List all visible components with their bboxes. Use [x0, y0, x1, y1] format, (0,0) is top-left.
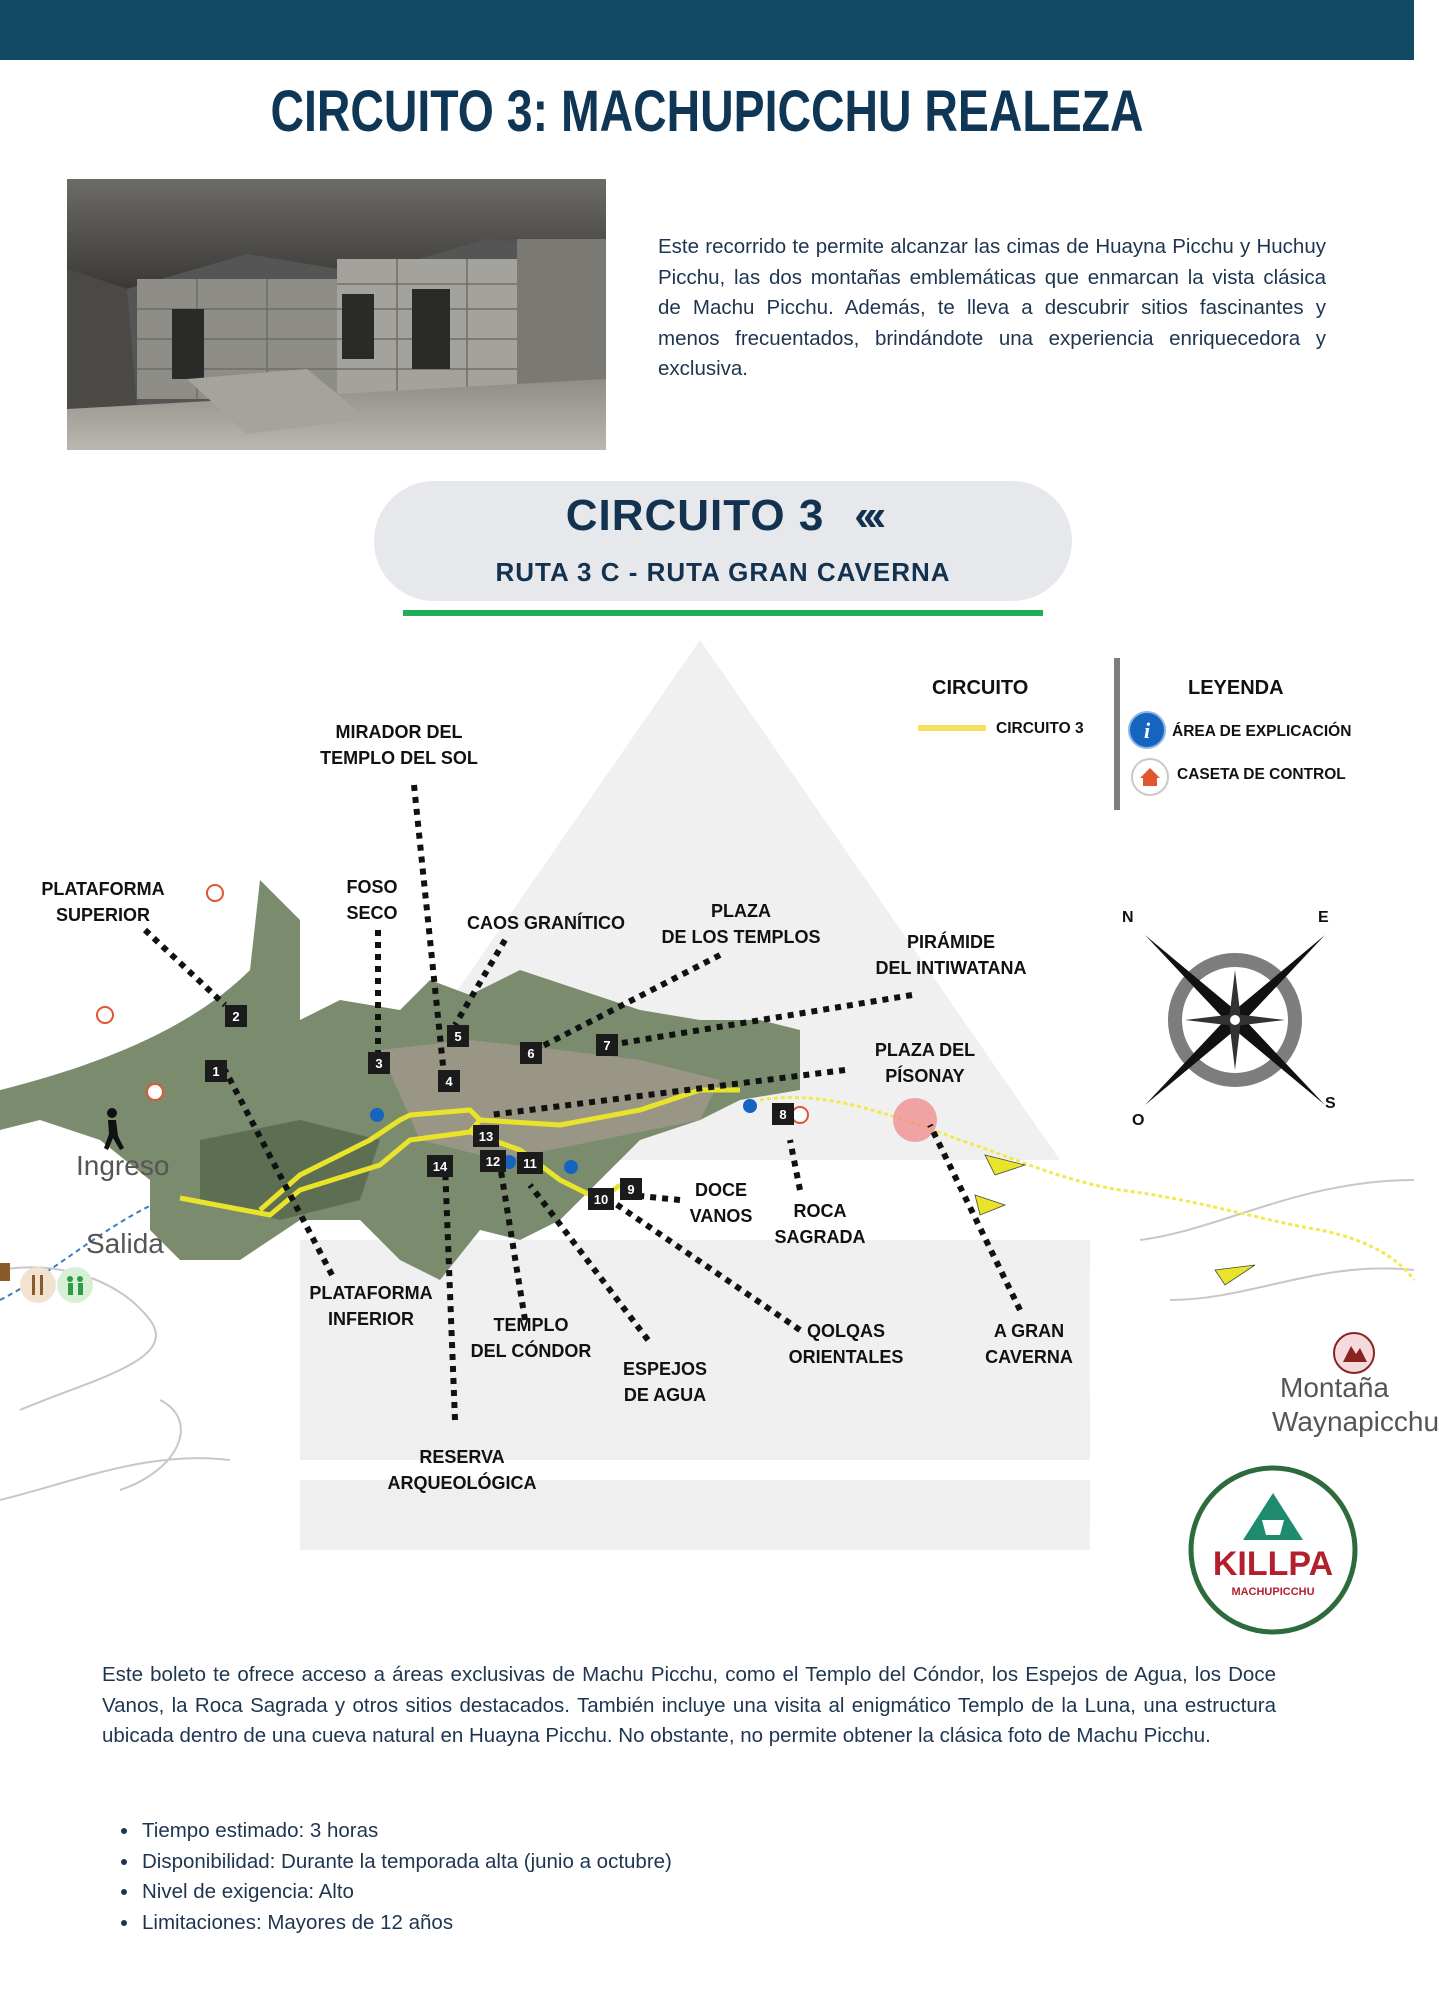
- marker-12: 12: [485, 1154, 501, 1169]
- compass-o: O: [1132, 1112, 1145, 1129]
- label-foso-seco: FOSO SECO: [346, 877, 398, 923]
- fact-item: • Nivel de exigencia: Alto: [140, 1877, 672, 1908]
- circuit-banner-title: CIRCUITO 3 ‹‹‹: [565, 491, 881, 540]
- outro-paragraph: Este boleto te ofrece acceso a áreas exclusivas de Machu Picchu, como el Templo del Cóndor, los Espejos de Agua, los Doce Vanos, la Roca Sagrada y otros sitios destacados. También incluye una visita al enigmático Templo de la Luna, una estructura ubicada dentro de una cueva natural en Huayna Picchu. No obstante, no permite obtener la clásica foto de Machu Picchu.: [102, 1663, 1276, 1747]
- intro-paragraph: Este recorrido te permite alcanzar las cimas de Huayna Picchu y Huchuy Picchu, las dos montañas emblemáticas que enmarcan la vista clásica de Machu Picchu. Además, te lleva a descubrir sitios fascinantes y menos frecuentados, brindándote una experiencia enriquecedora y exclusiva.: [658, 235, 1326, 380]
- label-plaza-pisonay: PLAZA DEL PÍSONAY: [874, 1040, 976, 1086]
- label-plaza-templos: PLAZA DE LOS TEMPLOS: [661, 901, 821, 947]
- route-map: [0, 620, 1439, 1640]
- label-espejos-agua: ESPEJOS DE AGUA: [622, 1359, 708, 1405]
- svg-text:i: i: [1143, 718, 1151, 743]
- marker-1: 1: [212, 1064, 220, 1079]
- legend-circuit-item: CIRCUITO 3: [996, 720, 1084, 737]
- marker-8: 8: [779, 1107, 787, 1122]
- label-mirador: MIRADOR DEL TEMPLO DEL SOL: [320, 722, 478, 768]
- place-waynapicchu: Waynapicchu: [1272, 1406, 1439, 1437]
- fact-item: • Disponibilidad: Durante la temporada alta (junio a octubre): [140, 1847, 672, 1878]
- page-title: CIRCUITO 3: MACHUPICCHU REALEZA: [270, 79, 1144, 144]
- place-salida: Salida: [86, 1228, 164, 1259]
- label-plataforma-superior: PLATAFORMA SUPERIOR: [41, 879, 165, 925]
- marker-7: 7: [603, 1038, 611, 1053]
- legend-info-item: ÁREA DE EXPLICACIÓN: [1172, 723, 1352, 740]
- marker-6: 6: [527, 1046, 535, 1061]
- legend-heading: LEYENDA: [1188, 677, 1284, 699]
- label-reserva: RESERVA ARQUEOLÓGICA: [387, 1447, 537, 1493]
- legend-circuit-heading: CIRCUITO: [932, 677, 1029, 699]
- label-doce-vanos: DOCE VANOS: [689, 1180, 753, 1226]
- marker-9: 9: [627, 1182, 635, 1197]
- compass-s: S: [1325, 1095, 1336, 1112]
- facts-list: [112, 1816, 672, 1938]
- circuit-banner: [374, 481, 1072, 601]
- label-roca-sagrada: ROCA SAGRADA: [774, 1201, 866, 1247]
- fact-item: • Limitaciones: Mayores de 12 años: [140, 1908, 672, 1939]
- chevrons-left-icon: ‹‹‹: [854, 491, 881, 540]
- label-templo-condor: TEMPLO DEL CÓNDOR: [470, 1315, 592, 1361]
- marker-4: 4: [445, 1074, 453, 1089]
- fact-item: • Tiempo estimado: 3 horas: [140, 1816, 672, 1847]
- label-gran-caverna: A GRAN CAVERNA: [985, 1321, 1073, 1367]
- label-piramide: PIRÁMIDE DEL INTIWATANA: [875, 932, 1027, 978]
- cave-photo: [67, 179, 606, 450]
- logo-sub: MACHUPICCHU: [1231, 1586, 1315, 1598]
- legend-control-item: CASETA DE CONTROL: [1177, 766, 1346, 783]
- compass-n: N: [1122, 909, 1134, 926]
- place-ingreso: Ingreso: [76, 1150, 170, 1181]
- compass-e: E: [1318, 909, 1329, 926]
- logo-brand: KILLPA: [1212, 1545, 1334, 1583]
- marker-5: 5: [454, 1029, 462, 1044]
- circuit-banner-subtitle: RUTA 3 C - RUTA GRAN CAVERNA: [495, 557, 951, 587]
- marker-14: 14: [432, 1159, 448, 1174]
- label-plataforma-inferior: PLATAFORMA INFERIOR: [309, 1283, 433, 1329]
- marker-11: 11: [523, 1156, 537, 1171]
- divider-line: [403, 610, 1043, 616]
- label-caos-granitico: CAOS GRANÍTICO: [466, 913, 626, 933]
- top-bar: [0, 0, 1414, 60]
- place-montana: Montaña: [1280, 1372, 1389, 1403]
- marker-2: 2: [232, 1009, 240, 1024]
- marker-10: 10: [593, 1192, 609, 1207]
- marker-3: 3: [375, 1056, 383, 1071]
- marker-13: 13: [478, 1129, 494, 1144]
- label-qolqas: QOLQAS ORIENTALES: [788, 1321, 904, 1367]
